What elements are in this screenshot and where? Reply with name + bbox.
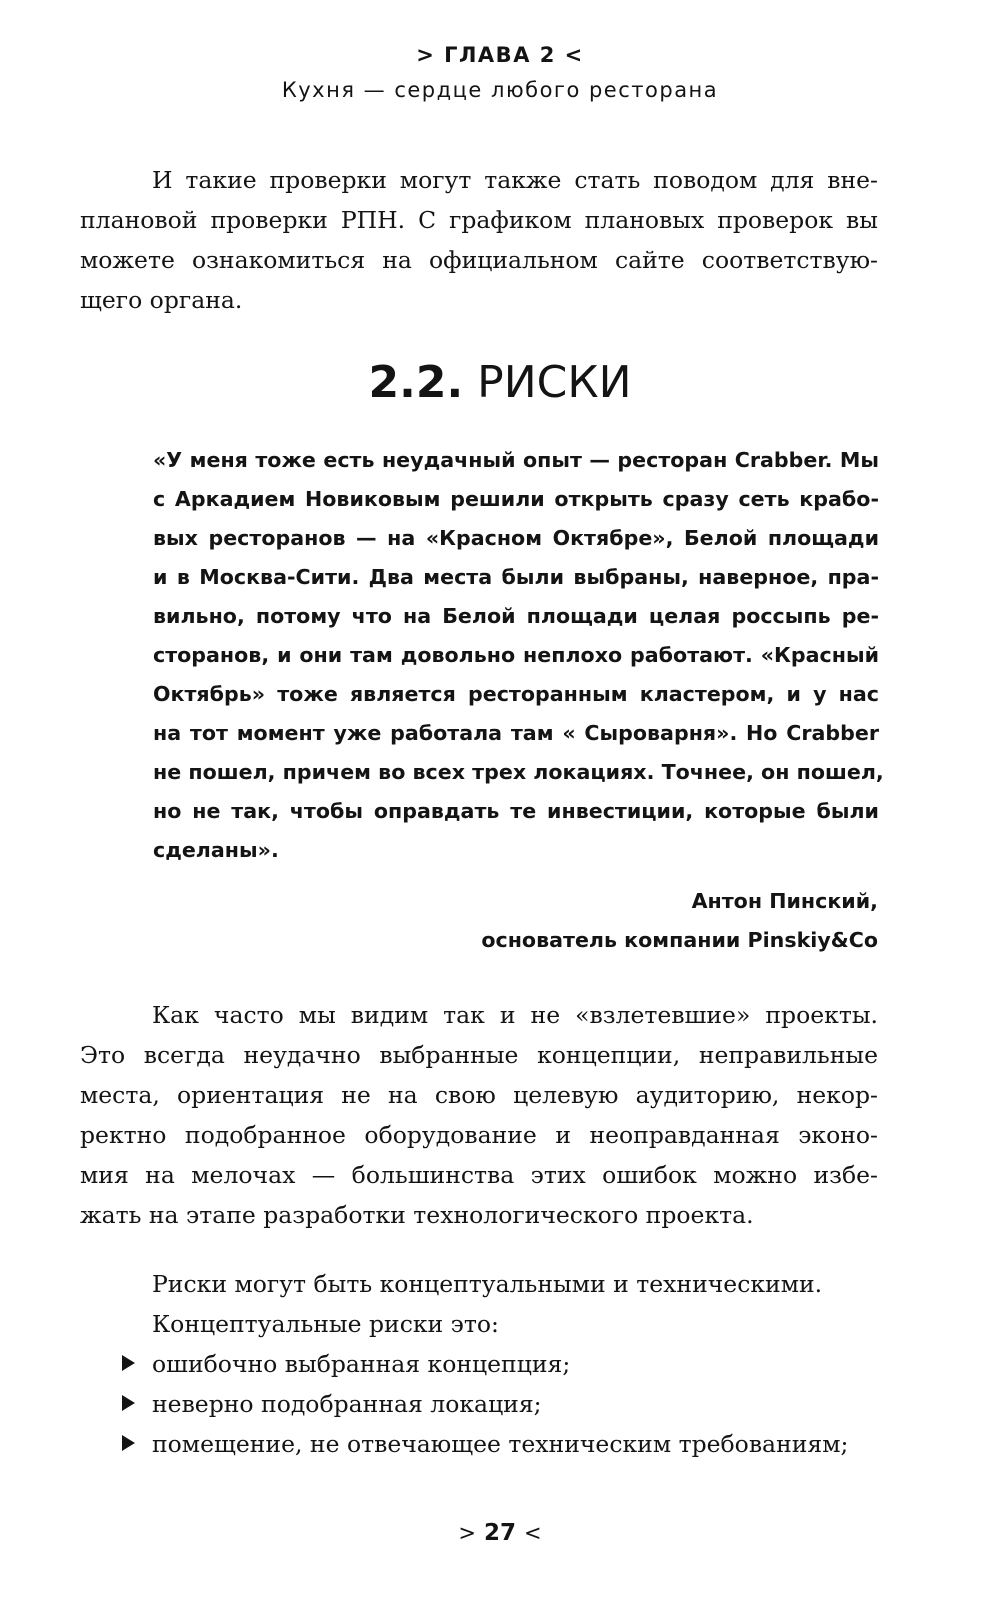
epigraph-quote — [153, 441, 884, 870]
list-item-text: помещение, не отвечающее техническим требованиям; — [152, 1430, 849, 1458]
text-line: можете ознакомиться на официальном сайте соответствую- — [80, 246, 878, 274]
quote-line: не пошел, причем во всех трех локациях. Точнее, он пошел, — [153, 760, 884, 784]
quote-author-role: основатель компании Pinskiy&Co — [481, 928, 878, 952]
quote-line: вильно, потому что на Белой площади целая россыпь ре- — [153, 604, 879, 628]
risks-intro — [152, 1264, 822, 1344]
list-item — [118, 1384, 848, 1424]
quote-attribution — [481, 882, 878, 960]
section-title: РИСКИ — [477, 357, 632, 408]
quote-line: Октябрь» тоже является ресторанным кластером, и у нас — [153, 682, 879, 706]
risks-list-heading: Концептуальные риски это: — [152, 1310, 499, 1338]
text-line: Как часто мы видим так и не «взлетевшие» проекты. — [152, 1001, 878, 1029]
text-line: плановой проверки РПН. С графиком плановых проверок вы — [80, 206, 878, 234]
quote-line: но не так, чтобы оправдать те инвестиции, которые были — [153, 799, 879, 823]
intro-paragraph — [80, 160, 878, 320]
list-item — [118, 1424, 848, 1464]
triangle-bullet-icon — [122, 1435, 135, 1451]
text-line: Это всегда неудачно выбранные концепции, неправильные — [80, 1041, 878, 1069]
folio-left-mark: > — [458, 1521, 476, 1545]
chapter-title: Кухня — сердце любого ресторана — [281, 78, 719, 102]
section-number: 2.2. — [368, 357, 464, 408]
quote-line: вых ресторанов — на «Красном Октябре», Белой площади — [153, 526, 879, 550]
chapter-label: > ГЛАВА 2 < — [416, 43, 584, 67]
quote-line: «У меня тоже есть неудачный опыт — ресторан Crabber. Мы — [153, 448, 879, 472]
text-line: ректно подобранное оборудование и неоправданная эконо- — [80, 1121, 878, 1149]
quote-line: с Аркадием Новиковым решили открыть сразу сеть крабо- — [153, 487, 879, 511]
page-number: 27 — [483, 1520, 516, 1546]
quote-line: сделаны». — [153, 838, 279, 862]
list-item-text: неверно подобранная локация; — [152, 1390, 542, 1418]
section-heading — [0, 355, 1000, 411]
text-line: места, ориентация не на свою целевую аудиторию, некор- — [80, 1081, 878, 1109]
triangle-bullet-icon — [122, 1355, 135, 1371]
text-line: щего органа. — [80, 286, 243, 314]
quote-line: и в Москва-Сити. Два места были выбраны, наверное, пра- — [153, 565, 879, 589]
list-item-text: ошибочно выбранная концепция; — [152, 1350, 571, 1378]
running-head — [0, 40, 1000, 106]
risk-list — [118, 1344, 848, 1464]
page-folio — [0, 1520, 1000, 1546]
folio-right-mark: < — [524, 1521, 542, 1545]
main-paragraph — [80, 995, 878, 1235]
quote-author: Антон Пинский, — [691, 889, 878, 913]
list-item — [118, 1344, 848, 1384]
text-line: жать на этапе разработки технологического проекта. — [80, 1201, 754, 1229]
triangle-bullet-icon — [122, 1395, 135, 1411]
text-line: мия на мелочах — большинства этих ошибок можно избе- — [80, 1161, 878, 1189]
text-line: И такие проверки могут также стать поводом для вне- — [152, 166, 878, 194]
quote-line: сторанов, и они там довольно неплохо работают. «Красный — [153, 643, 879, 667]
quote-line: на тот момент уже работала там « Сыроварня». Но Crabber — [153, 721, 879, 745]
risks-intro-line: Риски могут быть концептуальными и техническими. — [152, 1270, 823, 1298]
